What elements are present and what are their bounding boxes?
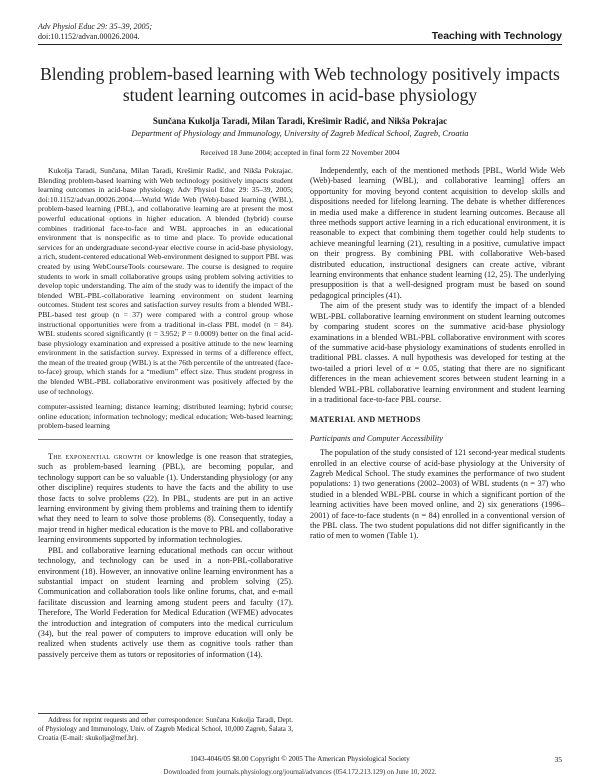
journal-citation [38,22,152,42]
body-paragraph-3: Independently, each of the mentioned methods [PBL, World Wide Web (Web)-based learning (WBL), and collaborative learning] offers an opportunity for moving beyond content acquisition to develop skills and dispositions needed for lifelong learning. The debate is whether differences in media used make a difference in student learning outcomes. Because all three methods support active learning in a rich educational environment, it is reasonable to expect that combining them together could help students to achieve meaningful learning (21), resulting in a positive, cumulative impact on their progress. By combining PBL with collaborative Web-based distributed education, instructional designers can create active, vibrant learning environments that enhance student learning (12, 25). The underlying presupposition is that a well-designed program must be based on sound pedagogical principles (41). [310,166,565,300]
received-dates: Received 18 June 2004; accepted in final form 22 November 2004 [200,148,400,157]
intro-lead: The exponential growth of [48,452,154,462]
journal-doi[interactable]: doi:10.1152/advan.00026.2004. [38,32,140,41]
left-column [38,166,293,660]
abstract-text: Kukolja Taradi, Sunčana, Milan Taradi, Krešimir Radić, and Nikša Pokrajac. Blending problem-based learning with Web technology positively impacts student learning outcomes in acid-base physiology. Adv Physiol Educ 29: 35–39, 2005; doi:10.1152/advan.00026.2004.—World Wide Web (Web)-based learning (WBL), problem-based learning (PBL), and collaborative learning are at present the most powerful educational options in higher education. A blended (hybrid) course combines traditional face-to-face and WBL approaches in an educational environment that is nonspecific as to time and place. To provide educational services for an undergraduate second-year elective course in acid-base physiology, a rich, student-centered educational Web-environment designed to support PBL was created by using WebCourseTools courseware. The course is designed to require students to work in small collaborative groups using problem solving activities to develop topic understanding. The aim of the study was to identify the impact of the blended WBL-PBL-collaborative learning environment on student learning outcomes. Student test scores and satisfaction survey results from a blended WBL-PBL-based test group (n = 37) were compared with a control group whose instructional opportunities were from a traditional in-class PBL model (n = 84). WBL students scored significantly (t = 3.952; P = 0.0009) better on the final acid-base physiology examination and expressed a positive attitude to the new learning environment in the satisfaction survey. Expressed in terms of a difference effect, the mean of the treated group (WBL) is at the 76th percentile of the untreated (face-to-face) group, which stands for a “medium” effect size. Thus student progress in the blended WBL-PBL collaborative environment was positively affected by the use of technology. [38,166,293,396]
methods-heading: MATERIAL AND METHODS [310,415,421,425]
keywords: computer-assisted learning; distance learning; distributed learning; hybrid course; online education; information technology; medical education; Web-based learning; problem-based learning [38,402,293,431]
body-paragraph-4: The aim of the present study was to identify the impact of a blended WBL-PBL collaborative learning environment on student learning outcomes by comparing student scores on the summative acid-base physiology examinations in a blended WBL-PBL collaborative environment with scores of the summative acid-base physiology examinations of students enrolled in traditional PBL classes. A null hypothesis was developed for testing at the two-tailed a priori level of α = 0.05, stating that there are no significant differences in the mean achievement scores between student learning in a blended WBL-PBL collaborative learning environment and student learning in a traditional face-to-face PBL course. [310,301,565,404]
right-column [310,166,565,542]
download-notice[interactable]: Downloaded from journals.physiology.org/journal/advances (054.172.213.129) on June 10, 2022. [163,768,437,776]
section-label: Teaching with Technology [431,30,562,42]
article-title: Blending problem-based learning with Web technology positively impacts student learning outcomes in acid-base physiology [40,64,560,105]
methods-subheading: Participants and Computer Accessibility [310,433,443,443]
correspondence-footnote: Address for reprint requests and other correspondence: Sunčana Kukolja Taradi, Dept. of Physiology and Immunology, Univ. of Zagreb Medical School, 10,000 Zagreb, Šalata 3, Croatia (E-mail: skukolja@mef.hr). [38,716,293,742]
methods-paragraph-1: The population of the study consisted of 121 second-year medical students enrolled in an elective course of acid-base physiology at the University of Zagreb Medical School. The study examines the performance of two student populations: 1) two generations (2002–2003) of WBL students (n = 37) who studied in a blended WBL-PBL course in which a significant portion of the learning activities have been moved online, and 2) six generations (1996–2001) of face-to-face students (n = 84) enrolled in a conventional version of the PBL class. The two student populations did not differ significantly in the ratio of men to women (Table 1). [310,448,565,541]
intro-paragraph-1 [38,452,293,546]
intro-paragraph-1-text: knowledge is one reason that strategies, such as problem-based learning (PBL), are becoming popular, and technology support can be so valuable (1). Understanding physiology (or any other discipline) requires students to have the facts and the ability to use those facts to solve problems (22). In PBL, students are put in an active learning environment by giving them problems and training them to identify what they need to learn to solve those problems (8). Consequently, today a major trend in higher medical education is the move to PBL and collaborative learning environments supported by information technologies. [38,452,293,545]
article-affiliation: Department of Physiology and Immunology, University of Zagreb Medical School, Zagreb, Croatia [131,128,469,138]
journal-name: Adv Physiol Educ 29: 35–39, 2005; [38,22,153,31]
footnote-divider [38,713,148,714]
article-authors: Sunčana Kukolja Taradi, Milan Taradi, Krešimir Radić, and Nikša Pokrajac [152,116,448,126]
abstract-divider [38,439,293,440]
header-divider [38,44,562,45]
page-number: 35 [554,755,562,764]
copyright-line: 1043-4046/05 $8.00 Copyright © 2005 The American Physiological Society [190,755,410,763]
intro-paragraph-2: PBL and collaborative learning educational methods can occur without technology, and technology can be used in a non-PBL-collaborative environment (18). However, an innovative online learning environment has a substantial impact on student learning and problem solving (25). Communication and collaboration tools like online forums, chat, and e-mail facilitate discussion and learning among student peers and faculty (17). Therefore, The World Federation for Medical Education (WFME) advocates the introduction and integration of computers into the medical curriculum (34), but the real power of computers to improve education will only be realized when students actively use them as cognitive tools rather than passively perceive them as tutors or repositories of information (14). [38,545,293,659]
